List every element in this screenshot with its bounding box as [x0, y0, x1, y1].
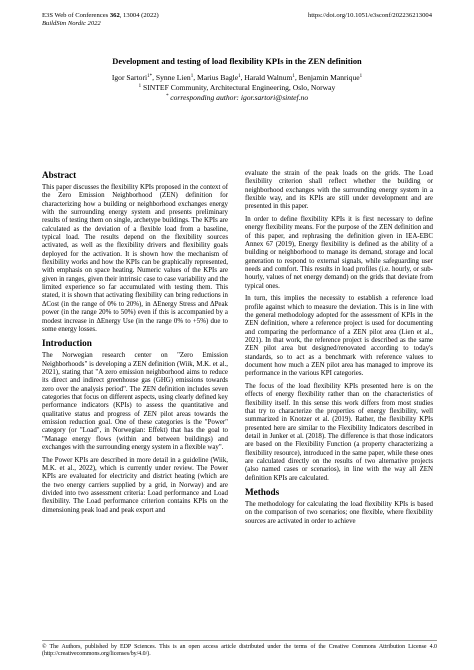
left-column [42, 170, 228, 519]
author-5: Benjamin Manrique$^1$ [298, 73, 363, 82]
journal-header [42, 12, 159, 20]
affiliation: $^1$ SINTEF Community, Architectural Engineering, Oslo, Norway [138, 83, 336, 92]
corresponding-author: * corresponding author: igor.sartori@sintef.no [165, 93, 309, 102]
abstract-heading: Abstract [42, 170, 77, 180]
introduction-heading: Introduction [42, 338, 92, 349]
license-footer: © The Authors, published by EDP Sciences. This is an open access article distributed under the terms of the Creative Commons Attribution License 4.0 (http://creativecommons.org/licenses/by/4.0/). [42, 640, 437, 658]
methods-heading: Methods [245, 487, 280, 498]
intro-paragraph-3: evaluate the strain of the peak loads on the grids. The Load flexibility criterion shall reflect whether the building or neighborhood exchanges with the surrounding energy system in a flexible way, and its KPIs are still under development and are presented in this paper. [245, 170, 433, 211]
doi-link[interactable]: https://doi.org/10.1051/e3sconf/202236213004 [307, 12, 432, 19]
author-2: Synne Lien$^1$ [155, 73, 194, 82]
author-list: Igor Sartori$^{1*}$, Synne Lien$^1$, Marius Bagle$^1$, Harald Walnum$^1$, Benjamin Manrique$^1$ [111, 73, 363, 82]
intro-paragraph-5: In turn, this implies the necessity to establish a reference load profile against which to measure the deviation. This is in line with the general methodology adopted for the assessment of KPIs in the ZEN definition, where a reference project is used for documenting and comparing the performance of a ZEN pilot area (Lien et al., 2021). In that work, the reference project is described as the same ZEN pilot area but designed/renovated according to today's standards, so to act as a benchmark with reference values to document how much a ZEN pilot area has managed to improve its performance in the various KPI categories. [245, 295, 433, 378]
author-1: Igor Sartori$^{1*}$ [111, 73, 153, 82]
intro-paragraph-1: The Norwegian research center on "Zero Emission Neighborhoods" is developing a ZEN definition (Wiik, M.K. et al., 2021), stating that "A zero emission neighborhood aims to reduce its direct and indirect greenhouse gas (GHG) emissions towards zero over the analysis period". The ZEN definition includes seven categories that focus on different aspects, using clearly defined key performance indicators (KPIs) to assess the quantitative and qualitative status and progress of ZEN pilot areas towards the emission reduction goal. One of these categories is the "Power" category (or "Load", in Norwegian: Effekt) that has the goal to "Manage energy flows (within and between buildings) and exchanges with the surrounding energy system in a flexible way". [42, 352, 228, 452]
paper-title: Development and testing of load flexibility KPIs in the ZEN definition [112, 57, 362, 66]
author-4: Harald Walnum$^1$ [244, 73, 295, 82]
abstract-text: This paper discusses the flexibility KPIs proposed in the context of the Zero Emission Neighborhood (ZEN) definition for characterizing how a building or neighborhood exchanges energy with the surrounding energy system and presents preliminary results of testing them on single, archetype buildings. The KPIs are calculated as the deviation of a flexible load from a baseline, typical load. The results depend on the flexibility sources activated, as well as the flexibility drivers and flexibility goals deployed for the activation. It is shown how the mechanism of flexibility works and how the KPIs can be graphically represented, with emphasis on space heating. Numeric values of the KPIs are given in ranges, given their intrinsic case to case variability and the limited experience so far accumulated with testing them. This stated, it is shown that activating flexibility can bring reductions in ΔCost (in the range of 0% to 20%), in ΔEnergy Stress and ΔPeak power (in the range 20% to 50%) even if this is accompanied by a modest increase in ΔEnergy Use (in the range 0% to +5%) due to some energy losses. [42, 184, 228, 333]
intro-paragraph-2: The Power KPIs are described in more detail in a guideline (Wiik, M.K. et al., 2022), which is currently under review. The Power KPIs are evaluated for electricity and district heating (which are the two energy carriers supplied by a grid, in Norway) and are divided into two assessment criteria: Load performance and Load flexibility. The Load performance criterion contains KPIs on the dimensioning peak load and peak export and [42, 456, 228, 514]
journal-volume: 362 [109, 12, 120, 19]
journal-article: , 13004 (2022) [119, 12, 159, 19]
intro-paragraph-6: The focus of the load flexibility KPIs presented here is on the effects of energy flexibility rather than on the characteristics of flexibility itself. In this sense this work differs from most studies that try to characterize the properties of energy flexibility, well summarized in Knotzer et al. (2019). Rather, the flexibility KPIs presented here are similar to the Flexibility Indicators described in detail in Junker et al. (2018). The difference is that those indicators are based on the Flexibility Function (a property characterizing a flexibility resource), introduced in the same paper, while these ones are calculated directly on the results of two alternative projects (also named cases or scenarios), in line with the way all ZEN definition KPIs are calculated. [245, 382, 433, 482]
author-3: Marius Bagle$^1$ [196, 73, 241, 82]
intro-paragraph-4: In order to define flexibility KPIs it is first necessary to define energy flexibility means. For the purpose of the ZEN definition and of this paper, and rephrasing the definition given in IEA-EBC Annex 67 (2019), Energy flexibility is defined as the ability of a building or neighborhood to manage its demand, storage and local generation to respond to external signals, while safeguarding user needs and comfort. This results in load profiles (i.e. hourly, or sub-hourly, values of net energy demand) on the grids that deviate from typical ones. [245, 215, 433, 290]
journal-name: E3S Web of Conferences [42, 12, 110, 19]
methods-paragraph-1: The methodology for calculating the load flexibility KPIs is based on the comparison of two scenarios; one flexible, where flexibility sources are activated in order to achieve [245, 501, 433, 525]
right-column [245, 170, 433, 530]
conference-name: BuildSim Nordic 2022 [42, 20, 101, 27]
